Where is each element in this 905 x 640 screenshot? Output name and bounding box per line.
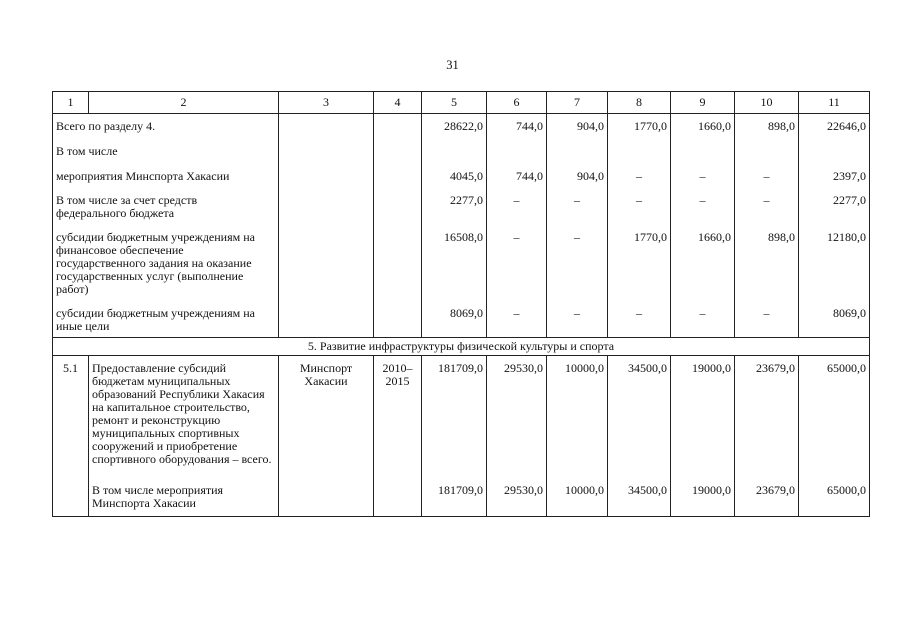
cell-value: 898,0: [735, 114, 799, 137]
cell-value: 744,0: [487, 161, 547, 185]
section-row: [53, 338, 870, 356]
cell-value: 10000,0: [547, 468, 608, 517]
cell-value: 1660,0: [671, 222, 735, 298]
cell-value: 29530,0: [487, 468, 547, 517]
item-period: 2010–2015: [374, 356, 422, 469]
cell-value: –: [608, 161, 671, 185]
budget-table: [52, 91, 870, 517]
cell-value: –: [487, 298, 547, 338]
row-label: Всего по разделу 4.: [53, 114, 279, 137]
cell-value: 23679,0: [735, 468, 799, 517]
cell-value: 8069,0: [422, 298, 487, 338]
item-number: 5.1: [53, 356, 89, 469]
header-cell-10: 10: [735, 92, 799, 114]
cell-value: –: [547, 298, 608, 338]
cell-value: –: [735, 161, 799, 185]
cell-value: 34500,0: [608, 356, 671, 469]
cell-value: –: [735, 185, 799, 222]
row-label: субсидии бюджетным учреждениям на иные цели: [53, 298, 279, 338]
cell-value: 19000,0: [671, 468, 735, 517]
cell-value: 34500,0: [608, 468, 671, 517]
header-row: [53, 92, 870, 114]
row-label: субсидии бюджетным учреждениям на финансовое обеспечение государственного задания на оказание государственных услуг (выполнение работ): [53, 222, 279, 298]
header-cell-5: 5: [422, 92, 487, 114]
cell-value: 904,0: [547, 161, 608, 185]
cell-value: 181709,0: [422, 356, 487, 469]
cell-value: 1660,0: [671, 114, 735, 137]
header-cell-8: 8: [608, 92, 671, 114]
section-title: 5. Развитие инфраструктуры физической культуры и спорта: [53, 338, 870, 356]
cell-value: 22646,0: [799, 114, 870, 137]
cell-value: –: [608, 185, 671, 222]
table-row: [53, 468, 870, 517]
cell-value: 65000,0: [799, 356, 870, 469]
header-cell-2: 2: [89, 92, 279, 114]
page-number: 31: [446, 58, 459, 72]
cell-value: –: [547, 185, 608, 222]
cell-value: 65000,0: [799, 468, 870, 517]
header-cell-3: 3: [279, 92, 374, 114]
header-cell-1: 1: [53, 92, 89, 114]
cell-value: 904,0: [547, 114, 608, 137]
cell-value: –: [487, 222, 547, 298]
cell-value: 16508,0: [422, 222, 487, 298]
cell-value: 2397,0: [799, 161, 870, 185]
cell-value: 4045,0: [422, 161, 487, 185]
row-label: В том числе за счет средств федерального бюджета: [53, 185, 279, 222]
item-executor: Минспорт Хакасии: [279, 356, 374, 469]
header-cell-11: 11: [799, 92, 870, 114]
cell-value: –: [487, 185, 547, 222]
cell-value: 2277,0: [799, 185, 870, 222]
cell-value: –: [671, 185, 735, 222]
cell-value: 23679,0: [735, 356, 799, 469]
cell-value: –: [671, 298, 735, 338]
cell-value: 744,0: [487, 114, 547, 137]
row-label: В том числе: [53, 136, 279, 161]
cell-value: 28622,0: [422, 114, 487, 137]
cell-value: 19000,0: [671, 356, 735, 469]
cell-value: –: [735, 298, 799, 338]
item-description: Предоставление субсидий бюджетам муниципальных образований Республики Хакасия на капитальное строительство, ремонт и реконструкцию муниципальных спортивных сооружений и приобретение спортивного оборудования – всего.: [89, 356, 279, 469]
cell-value: 29530,0: [487, 356, 547, 469]
header-cell-9: 9: [671, 92, 735, 114]
cell-value: –: [608, 298, 671, 338]
cell-value: 8069,0: [799, 298, 870, 338]
table-row: [53, 222, 870, 298]
table-row: [53, 356, 870, 469]
cell-value: 181709,0: [422, 468, 487, 517]
cell-value: –: [671, 161, 735, 185]
cell-value: 1770,0: [608, 114, 671, 137]
table-row: [53, 136, 870, 161]
table-row: [53, 298, 870, 338]
cell-value: 10000,0: [547, 356, 608, 469]
cell-value: 898,0: [735, 222, 799, 298]
cell-value: 2277,0: [422, 185, 487, 222]
cell-value: 1770,0: [608, 222, 671, 298]
cell-value: –: [547, 222, 608, 298]
header-cell-7: 7: [547, 92, 608, 114]
table-row: [53, 114, 870, 137]
row-label: В том числе мероприятия Минспорта Хакасии: [89, 468, 279, 517]
table-row: [53, 161, 870, 185]
header-cell-6: 6: [487, 92, 547, 114]
row-label: мероприятия Минспорта Хакасии: [53, 161, 279, 185]
header-cell-4: 4: [374, 92, 422, 114]
cell-value: 12180,0: [799, 222, 870, 298]
table-row: [53, 185, 870, 222]
